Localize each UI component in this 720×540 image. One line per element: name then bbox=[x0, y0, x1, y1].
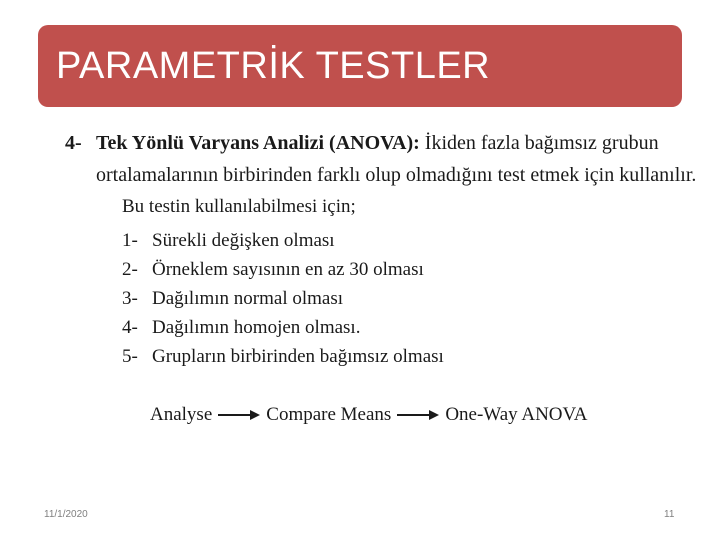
heading-line bbox=[96, 132, 659, 155]
list-item bbox=[122, 313, 444, 342]
heading-line-2: ortalamalarının birbirinden farklı olup olmadığını test etmek için kullanılır. bbox=[96, 164, 697, 186]
menu-step-compare-means: Compare Means bbox=[266, 404, 392, 425]
list-item bbox=[122, 255, 444, 284]
menu-step-one-way-anova: One-Way ANOVA bbox=[445, 404, 588, 425]
footer-date: 11/1/2020 bbox=[44, 509, 88, 520]
list-item bbox=[122, 284, 444, 313]
list-item-text: Sürekli değişken olması bbox=[152, 229, 335, 251]
intro-text: Bu testin kullanılabilmesi için; bbox=[122, 196, 356, 217]
heading-bold: Tek Yönlü Varyans Analizi (ANOVA): bbox=[96, 132, 420, 154]
list-item-number: 5- bbox=[122, 345, 138, 367]
footer-page-number: 11 bbox=[664, 509, 675, 520]
list-item-text: Grupların birbirinden bağımsız olması bbox=[152, 345, 444, 367]
list-item-number: 3- bbox=[122, 287, 138, 309]
menu-path bbox=[150, 404, 588, 426]
list-item-number: 1- bbox=[122, 229, 138, 251]
menu-step-analyse: Analyse bbox=[150, 404, 213, 425]
heading-rest: İkiden fazla bağımsız grubun bbox=[419, 132, 659, 154]
list-item-text: Örneklem sayısının en az 30 olması bbox=[152, 258, 424, 280]
right-arrow-icon bbox=[397, 408, 439, 422]
list-item-text: Dağılımın homojen olması. bbox=[152, 316, 361, 338]
list-item-number: 4- bbox=[122, 316, 138, 338]
requirements-list bbox=[122, 226, 444, 371]
list-item bbox=[122, 226, 444, 255]
heading-number: 4- bbox=[65, 132, 82, 154]
slide-title: PARAMETRİK TESTLER bbox=[56, 45, 491, 87]
list-item-text: Dağılımın normal olması bbox=[152, 287, 344, 309]
list-item-number: 2- bbox=[122, 258, 138, 280]
list-item bbox=[122, 342, 444, 371]
right-arrow-icon bbox=[218, 408, 260, 422]
